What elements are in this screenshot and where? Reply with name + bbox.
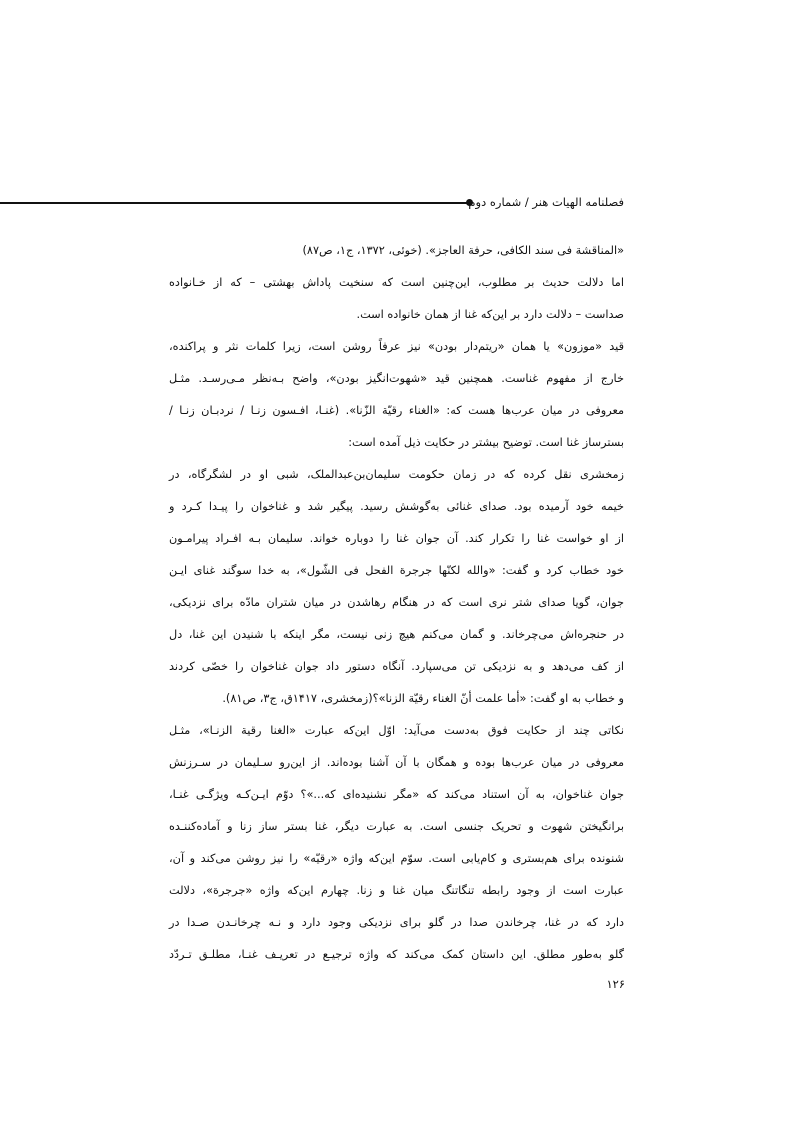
body-line: جوان، گویا صدای شتر نری است که در هنگام رهاشدن در میان شتران مادّه برای نزدیکی،: [169, 596, 624, 609]
body-line: از او خواست غنا را تکرار کند. آن جوان غنا را دوباره خواند. سلیمان بـه افـراد پیرامـون: [169, 532, 624, 545]
body-line: قید «موزون» یا همان «ریتم‌دار بودن» نیز عرفاً روشن است، زیرا کلمات نثر و پراکنده،: [169, 340, 624, 353]
body-line: شنونده برای هم‌بستری و کام‌یابی است. سوّم این‌که واژه «رقیّه» را نیز روشن می‌کند و آن،: [169, 852, 624, 865]
body-line: جوان غناخوان، به آن استناد می‌کند که «مگر نشنیده‌ای که...»؟ دوّم ایـن‌کـه ویژگـی غنـا،: [169, 788, 624, 801]
body-line: در حنجره‌اش می‌چرخاند. و گمان می‌کنم هیچ زنی نیست، مگر اینکه با شنیدن این غنا، دل: [169, 628, 624, 641]
body-line: «المناقشة فی سند الکافی، حرفة العاجز». (خوئی، ۱۳۷۲، ج۱، ص۸۷): [302, 244, 624, 257]
body-line: خیمه خود آرمیده بود. صدای غنائی به‌گوشش رسید. پیگیر شد و غناخوان را پیـدا کـرد و: [169, 500, 624, 513]
body-line: برانگیختن شهوت و تحریک جنسی است. به عبارت دیگر، غنا بستر ساز زنا و آماده‌کننـده: [169, 820, 624, 833]
body-line: از کف می‌دهد و به نزدیکی تن می‌سپارد. آنگاه دستور داد جوان غناخوان را خصّی کردند: [169, 660, 624, 673]
body-line: بسترساز غنا است. توضیح بیشتر در حکایت ذیل آمده است:: [348, 436, 624, 449]
body-line: دارد که در غنا، چرخاندن صدا در گلو برای نزدیکی وجود دارد و نـه چرخانـدن صـدا در: [169, 916, 624, 929]
body-line: عبارت است از وجود رابطه تنگاتنگ میان غنا و زنا. چهارم این‌که واژه «جرجرة»، دلالت: [169, 884, 624, 897]
body-line: خارج از مفهوم غناست. همچنین قید «شهوت‌انگیز بودن»، واضح بـه‌نظر مـی‌رسـد. مثـل: [169, 372, 624, 385]
body-line: خود خطاب کرد و گفت: «والله لکنّها جرجرة الفحل فی الشّول»، به خدا سوگند غنای ایـن: [169, 564, 624, 577]
body-line: صداست – دلالت دارد بر این‌که غنا از همان خانواده است.: [356, 308, 624, 321]
page-number: ۱۲۶: [606, 977, 625, 991]
body-line: معروفی در میان عرب‌ها هست که: «الغناء رقیّة الزّنا». (غنـا، افـسون زنـا / نردبـان زنـا /: [169, 404, 624, 417]
running-header: فصلنامه الهیات هنر / شماره دوم: [468, 195, 624, 209]
body-line: زمخشری نقل کرده که در زمان حکومت سلیمان‌بن‌عبدالملک، شبی او در لشگرگاه، در: [169, 468, 624, 481]
body-line: نکاتی چند از حکایت فوق به‌دست می‌آید: اوّل این‌که عبارت «الغنا رقیة الزنـا»، مثـل: [169, 724, 624, 737]
body-line: گلو به‌طور مطلق. این داستان کمک می‌کند که واژه ترجیـع در تعریـف غنـا، مطلـق تـردّد: [169, 948, 624, 961]
body-line: اما دلالت حدیث بر مطلوب، این‌چنین است که سنخیت پاداش بهشتی – که از خـانواده: [169, 276, 624, 289]
body-line: و خطاب به او گفت: «أما علمت أنّ الغناء رقیّة الزنا»؟(زمخشری، ۱۴۱۷ق، ج۳، ص۸۱).: [222, 692, 624, 705]
header-rule: [0, 202, 468, 204]
body-line: معروفی در میان عرب‌ها بوده و همگان با آن آشنا بوده‌اند. از این‌رو سـلیمان در سـرزنش: [169, 756, 624, 769]
